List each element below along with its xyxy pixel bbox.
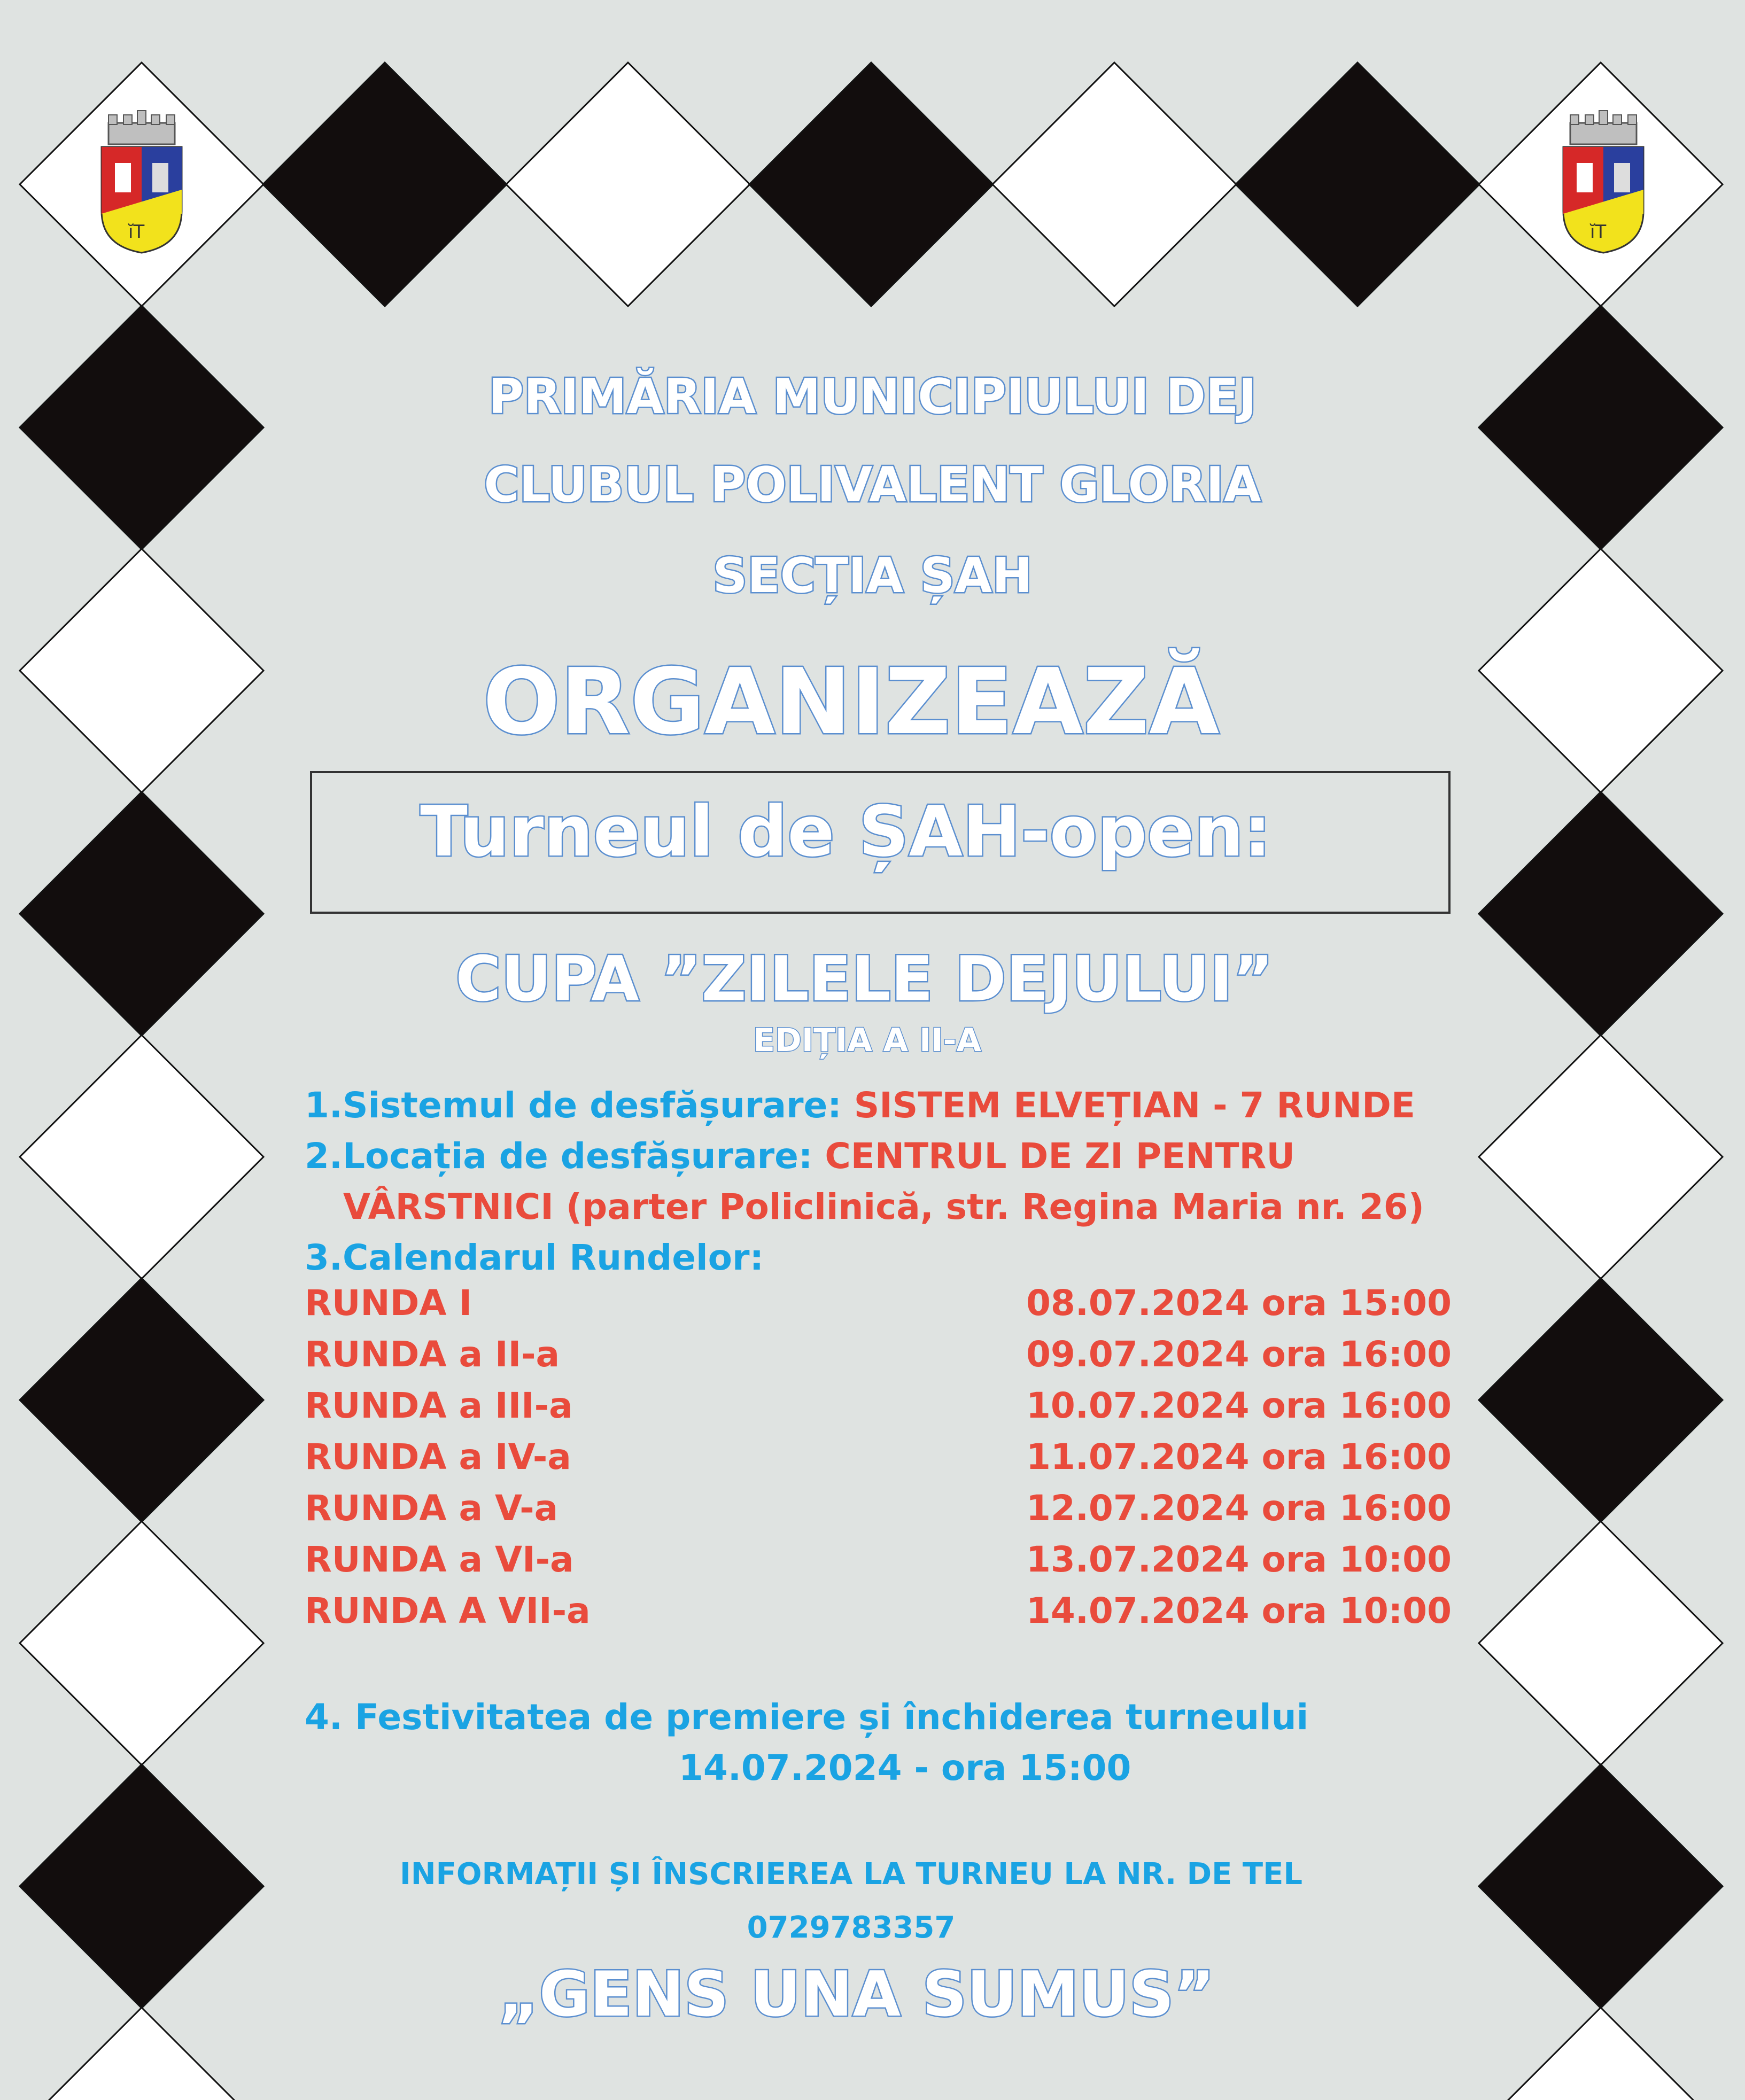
round-row — [305, 1436, 1459, 1488]
round-date: 10.07.2024 ora 16:00 — [1026, 1385, 1452, 1426]
cup-name: CUPA ”ZILELE DEJULUI” — [455, 943, 1274, 1015]
system-line — [305, 1085, 1415, 1126]
location-line — [305, 1135, 1295, 1177]
border-diamond-right — [1479, 1278, 1723, 1522]
round-name: RUNDA I — [305, 1282, 472, 1324]
tournament-title: Turneul de ȘAH-open: — [420, 791, 1271, 872]
ceremony-label: 4. Festivitatea de premiere și închiderea turneului — [305, 1697, 1309, 1738]
border-diamond-top — [263, 63, 507, 306]
header-line-club: CLUBUL POLIVALENT GLORIA — [484, 457, 1261, 513]
border-diamond-top — [992, 63, 1236, 306]
round-name: RUNDA a VI-a — [305, 1539, 574, 1580]
motto: „GENS UNA SUMUS” — [498, 1958, 1215, 2031]
round-date: 09.07.2024 ora 16:00 — [1026, 1334, 1452, 1375]
round-row — [305, 1590, 1459, 1642]
border-diamond-top — [1236, 63, 1479, 306]
location-value-2: VÂRSTNICI (parter Policlinică, str. Regina Maria nr. 26) — [343, 1186, 1424, 1227]
round-row — [305, 1488, 1459, 1539]
border-diamond-right — [1479, 1035, 1723, 1279]
round-date: 12.07.2024 ora 16:00 — [1026, 1488, 1452, 1529]
round-date: 14.07.2024 ora 10:00 — [1026, 1590, 1452, 1631]
border-diamond-left — [20, 1278, 263, 1522]
round-name: RUNDA A VII-a — [305, 1590, 591, 1631]
svg-text:ĭT: ĭT — [1590, 221, 1607, 243]
contact-info: INFORMAȚII ȘI ÎNSCRIEREA LA TURNEU LA NR. DE TEL — [399, 1857, 1303, 1892]
rounds-table — [305, 1282, 1459, 1642]
calendar-label: 3.Calendarul Rundelor: — [305, 1237, 764, 1278]
cup-edition: EDIȚIA A II-A — [753, 1022, 981, 1059]
dej-coat-of-arms-left — [99, 110, 184, 254]
contact-phone: 0729783357 — [747, 1910, 956, 1945]
system-value: SISTEM ELVEȚIAN - 7 RUNDE — [854, 1085, 1415, 1126]
location-value-1: CENTRUL DE ZI PENTRU — [825, 1135, 1295, 1177]
round-name: RUNDA a III-a — [305, 1385, 573, 1426]
system-label: 1.Sistemul de desfășurare: — [305, 1085, 842, 1126]
organizes-heading: ORGANIZEAZĂ — [483, 649, 1220, 755]
header-line-primaria: PRIMĂRIA MUNICIPIULUI DEJ — [488, 369, 1257, 425]
round-row — [305, 1539, 1459, 1590]
round-name: RUNDA a V-a — [305, 1488, 559, 1529]
round-date: 13.07.2024 ora 10:00 — [1026, 1539, 1452, 1580]
border-diamond-right — [1479, 1521, 1723, 1765]
header-line-sectia: SECȚIA ȘAH — [712, 548, 1033, 604]
border-diamond-top — [749, 63, 993, 306]
dej-coat-of-arms-right — [1561, 110, 1646, 254]
border-diamond-left — [20, 1521, 263, 1765]
round-name: RUNDA a II-a — [305, 1334, 560, 1375]
border-diamond-top — [506, 63, 750, 306]
border-diamond-left — [20, 1035, 263, 1279]
round-date: 08.07.2024 ora 15:00 — [1026, 1282, 1452, 1324]
round-date: 11.07.2024 ora 16:00 — [1026, 1436, 1452, 1477]
round-row — [305, 1282, 1459, 1334]
location-label: 2.Locația de desfășurare: — [305, 1135, 813, 1177]
round-name: RUNDA a IV-a — [305, 1436, 571, 1477]
round-row — [305, 1334, 1459, 1385]
round-row — [305, 1385, 1459, 1436]
svg-text:ĭT: ĭT — [128, 221, 145, 243]
ceremony-datetime: 14.07.2024 - ora 15:00 — [679, 1747, 1131, 1788]
